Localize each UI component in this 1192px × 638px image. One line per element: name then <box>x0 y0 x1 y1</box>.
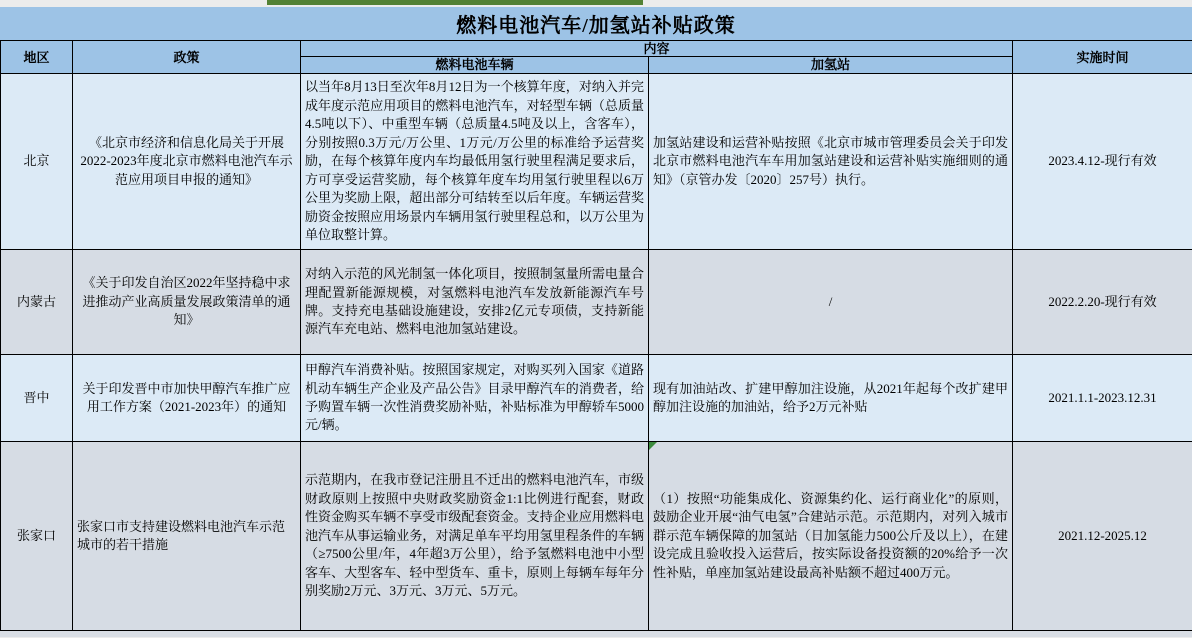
col-header-policy[interactable]: 政策 <box>73 41 301 74</box>
fcv-content-cell[interactable]: 甲醇汽车消费补贴。按照国家规定，对购买列入国家《道路机动车辆生产企业及产品公告》目录甲醇汽车的消费者，给予购置车辆一次性消费奖励补贴，补贴标准为甲醇轿车5000元/辆。 <box>301 355 649 442</box>
fcv-content-cell[interactable]: 对纳入示范的风光制氢一体化项目，按照制氢量所需电量合理配置新能源规模，对氢燃料电池汽车发放新能源汽车号牌。支持充电基础设施建设，安排2亿元专项债，支持新能源汽车充电站、燃料电池加氢站建设。 <box>301 250 649 355</box>
table-row-neimenggu <box>1 250 1192 355</box>
policy-cell[interactable]: 关于印发晋中市加快甲醇汽车推广应用工作方案（2021-2023年）的通知 <box>73 355 301 442</box>
col-header-region[interactable]: 地区 <box>1 41 73 74</box>
bottom-strip <box>0 631 1192 637</box>
station-content-cell[interactable] <box>649 442 1013 631</box>
time-cell[interactable]: 2023.4.12-现行有效 <box>1013 74 1192 250</box>
header-row-1 <box>1 41 1192 57</box>
region-cell[interactable]: 北京 <box>1 74 73 250</box>
region-cell[interactable]: 张家口 <box>1 442 73 631</box>
table-row-jinzhong <box>1 355 1192 442</box>
policy-cell[interactable]: 张家口市支持建设燃料电池汽车示范城市的若干措施 <box>73 442 301 631</box>
top-strip <box>0 0 1192 7</box>
station-content-cell[interactable]: / <box>649 250 1013 355</box>
policy-cell[interactable]: 《北京市经济和信息化局关于开展2022-2023年度北京市燃料电池汽车示范应用项目申报的通知》 <box>73 74 301 250</box>
page-title: 燃料电池汽车/加氢站补贴政策 <box>0 7 1192 40</box>
table-row-beijing <box>1 74 1192 250</box>
station-content-cell[interactable]: 现有加油站改、扩建甲醇加注设施，从2021年起每个改扩建甲醇加注设施的加油站，给予2万元补贴 <box>649 355 1013 442</box>
time-cell[interactable]: 2022.2.20-现行有效 <box>1013 250 1192 355</box>
fcv-content-cell[interactable]: 以当年8月13日至次年8月12日为一个核算年度，对纳入并完成年度示范应用项目的燃料电池汽车，对轻型车辆（总质量4.5吨以下）、中重型车辆（总质量4.5吨及以上，含客车），分别按照0.3万元/万公里、1万元/万公里的标准给予运营奖励，在每个核算年度内车均最低用氢行驶里程满足要求后，方可享受运营奖励，每个核算年度车均用氢行驶里程以6万公里为奖励上限，超出部分可结转至以后年度。车辆运营奖励资金按照应用场景内车辆用氢行驶里程总和，以万公里为单位取整计算。 <box>301 74 649 250</box>
policy-cell[interactable]: 《关于印发自治区2022年坚持稳中求进推动产业高质量发展政策清单的通知》 <box>73 250 301 355</box>
time-cell[interactable]: 2021.1.1-2023.12.31 <box>1013 355 1192 442</box>
col-header-time[interactable]: 实施时间 <box>1013 41 1192 74</box>
cell-flag-icon <box>649 442 657 450</box>
col-header-fcv[interactable]: 燃料电池车辆 <box>301 57 649 74</box>
col-header-station[interactable]: 加氢站 <box>649 57 1013 74</box>
station-content-text: （1）按照“功能集成化、资源集约化、运行商业化”的原则，鼓励企业开展“油气电氢”合建站示范。示范期内，对列入城市群示范车辆保障的加氢站（日加氢能力500公斤及以上），在建设完成且验收投入运营后，按实际设备投资额的20%给予一次性补贴，单座加氢站建设最高补贴额不超过400万元。 <box>653 490 1009 580</box>
region-cell[interactable]: 晋中 <box>1 355 73 442</box>
region-cell[interactable]: 内蒙古 <box>1 250 73 355</box>
fcv-content-cell[interactable]: 示范期内，在我市登记注册且不迁出的燃料电池汽车，市级财政原则上按照中央财政奖励资金1:1比例进行配套，财政性资金购买车辆不享受市级配套资金。支持企业应用燃料电池汽车从事运输业务，对满足单车平均用氢里程条件的车辆（≥7500公里/年，4年超3万公里），给予氢燃料电池中小型客车、大型客车、轻中型货车、重卡，原则上每辆车每年分别奖励2万元、3万元、3万元、5万元。 <box>301 442 649 631</box>
station-content-cell[interactable]: 加氢站建设和运营补贴按照《北京市城市管理委员会关于印发北京市燃料电池汽车车用加氢站建设和运营补贴实施细则的通知》（京管办发〔2020〕257号）执行。 <box>649 74 1013 250</box>
green-accent-bar <box>267 0 643 5</box>
policy-table <box>0 40 1192 631</box>
table-row-zhangjiakou <box>1 442 1192 631</box>
time-cell[interactable]: 2021.12-2025.12 <box>1013 442 1192 631</box>
col-header-content[interactable]: 内容 <box>301 41 1013 57</box>
